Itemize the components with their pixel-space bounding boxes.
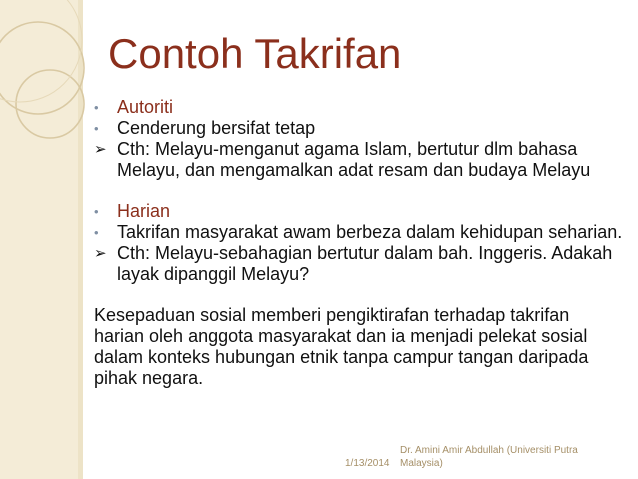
bullet-dot-icon: •	[94, 204, 99, 219]
footer-date: 1/13/2014	[345, 458, 390, 469]
bullet-arrow-icon: ➢	[94, 141, 107, 158]
bullet-dot-icon: •	[94, 121, 99, 136]
deco-circle-medium	[16, 70, 84, 138]
deco-circle-outer	[0, 0, 82, 102]
footer-author: Dr. Amini Amir Abdullah (Universiti Putra Malaysia)	[400, 445, 578, 469]
list-item-text: Autoriti	[117, 97, 174, 117]
slide-body	[94, 97, 624, 389]
list-item-text: Takrifan masyarakat awam berbeza dalam kehidupan seharian.	[117, 222, 623, 242]
list-item-text: Cth: Melayu-sebahagian bertutur dalam bah. Inggeris. Adakah layak dipanggil Melayu?	[117, 243, 613, 284]
slide-title: Contoh Takrifan	[108, 30, 402, 77]
list-item	[94, 97, 624, 118]
spacer	[94, 181, 624, 201]
bullet-dot-icon: •	[94, 100, 99, 115]
list-item	[94, 118, 624, 139]
bullet-arrow-icon: ➢	[94, 245, 107, 262]
summary-paragraph: Kesepaduan sosial memberi pengiktirafan terhadap takrifan harian oleh anggota masyarakat dan ia menjadi pelekat sosial dalam konteks hubungan etnik tanpa campur tangan daripada pihak negara.	[94, 305, 589, 388]
list-item-text: Harian	[117, 201, 171, 221]
list-item	[94, 243, 624, 285]
deco-circle-large	[0, 22, 84, 114]
list-item-text: Cenderung bersifat tetap	[117, 118, 316, 138]
list-item-text: Cth: Melayu-menganut agama Islam, bertutur dlm bahasa Melayu, dan mengamalkan adat resam dan budaya Melayu	[117, 139, 591, 180]
list-item	[94, 222, 624, 243]
bullet-dot-icon: •	[94, 225, 99, 240]
list-item	[94, 201, 624, 222]
list-item	[94, 139, 624, 181]
